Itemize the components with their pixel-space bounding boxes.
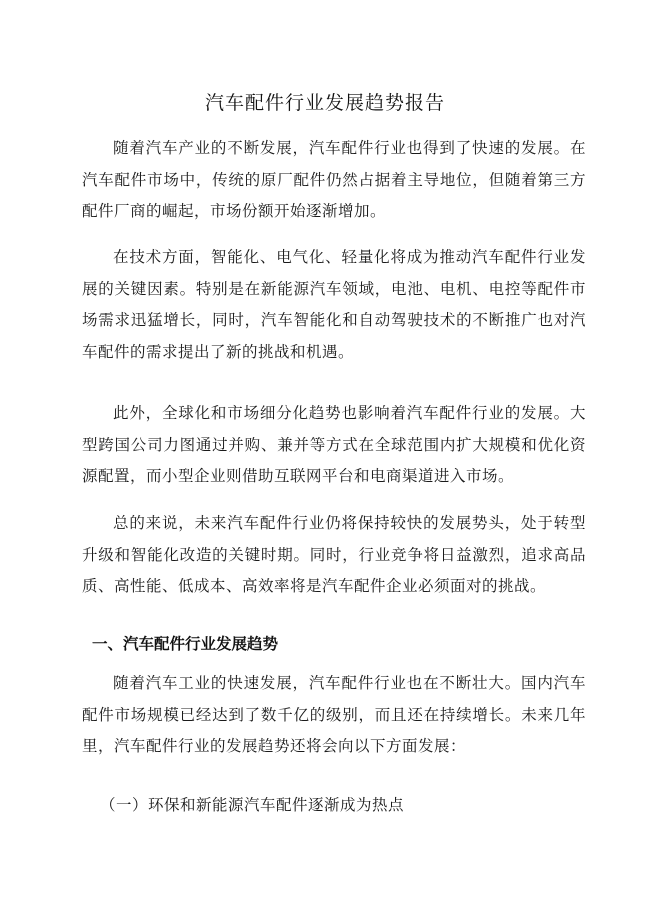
paragraph-summary: 总的来说，未来汽车配件行业仍将保持较快的发展势头，处于转型升级和智能化改造的关键时期。同时，行业竞争将日益激烈，追求高品质、高性能、低成本、高效率将是汽车配件企业必须面对的挑战。 (82, 514, 586, 595)
paragraph-globalization: 此外，全球化和市场细分化趋势也影响着汽车配件行业的发展。大型跨国公司力图通过并购、兼并等方式在全球范围内扩大规模和优化资源配置，而小型企业则借助互联网平台和电商渠道进入市场。 (82, 404, 586, 485)
paragraph-intro: 随着汽车产业的不断发展，汽车配件行业也得到了快速的发展。在汽车配件市场中，传统的原厂配件仍然占据着主导地位，但随着第三方配件厂商的崛起，市场份额开始逐渐增加。 (82, 139, 586, 220)
section-heading-trends: 一、汽车配件行业发展趋势 (92, 635, 279, 653)
document-title: 汽车配件行业发展趋势报告 (204, 92, 445, 114)
paragraph-section-intro: 随着汽车工业的快速发展，汽车配件行业也在不断壮大。国内汽车配件市场规模已经达到了数千亿的级别，而且还在持续增长。未来几年里，汽车配件行业的发展趋势还将会向以下方面发展： (82, 674, 586, 755)
paragraph-technology: 在技术方面，智能化、电气化、轻量化将成为推动汽车配件行业发展的关键因素。特别是在新能源汽车领域，电池、电机、电控等配件市场需求迅猛增长，同时，汽车智能化和自动驾驶技术的不断推广也对汽车配件的需求提出了新的挑战和机遇。 (82, 248, 586, 361)
subsection-heading-green-energy: （一）环保和新能源汽车配件逐渐成为热点 (100, 796, 405, 814)
